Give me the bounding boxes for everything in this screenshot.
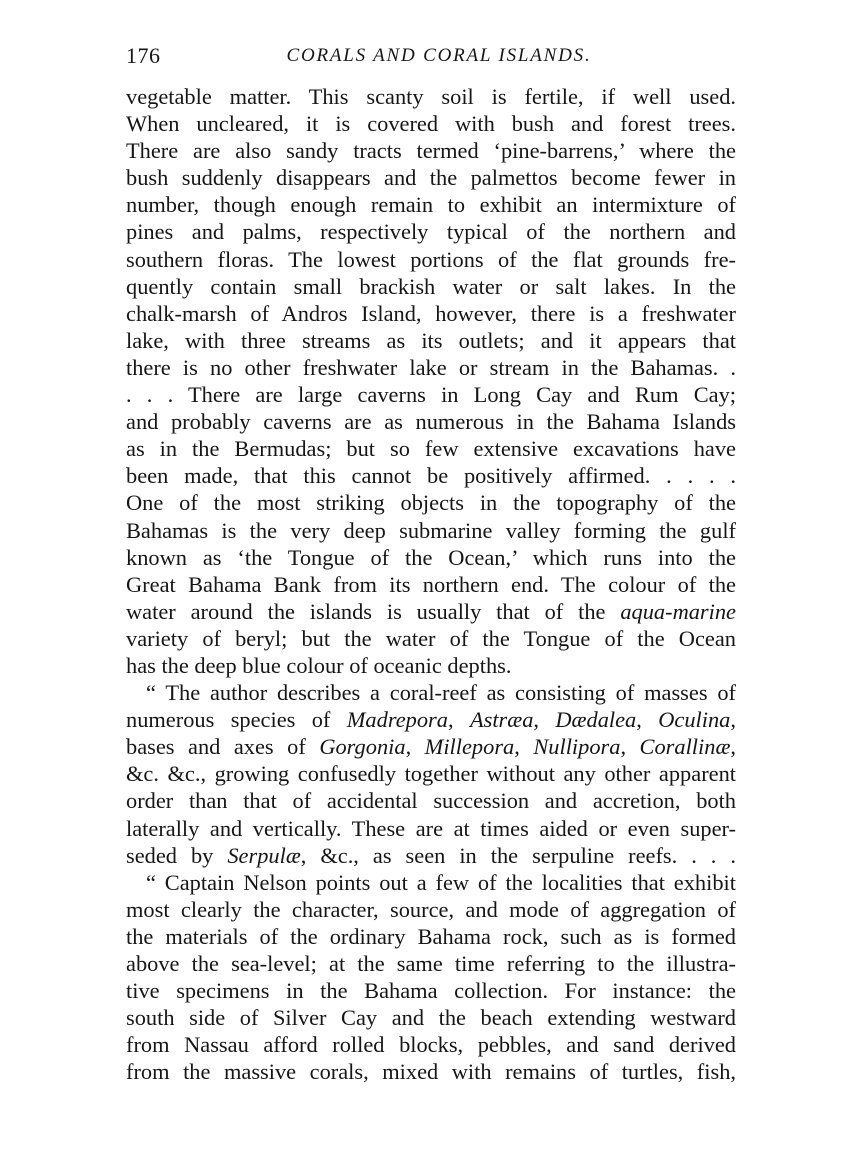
- text-line: numerous species of Madrepora, Astræa, Dædalea, Oculina,: [126, 707, 736, 733]
- text-line: chalk-marsh of Andros Island, however, there is a freshwater: [126, 300, 736, 326]
- text-line: most clearly the character, source, and mode of aggregation of: [126, 896, 736, 922]
- text-line: south side of Silver Cay and the beach extending westward: [126, 1005, 736, 1031]
- text-line: “ The author describes a coral-reef as consisting of masses of: [146, 680, 736, 706]
- text-line: order than that of accidental succession and accretion, both: [126, 788, 736, 814]
- text-line: from the massive corals, mixed with remains of turtles, fish,: [126, 1059, 736, 1085]
- text-line: “ Captain Nelson points out a few of the localities that exhibit: [146, 869, 736, 895]
- text-line: above the sea-level; at the same time referring to the illustra-: [126, 951, 736, 976]
- text-line: lake, with three streams as its outlets; and it appears that: [126, 327, 736, 353]
- text-line: vegetable matter. This scanty soil is fertile, if well used.: [126, 84, 736, 109]
- page-number: 176: [126, 43, 161, 68]
- text-line: as in the Bermudas; but so few extensive excavations have: [126, 436, 736, 462]
- text-line: and probably caverns are as numerous in the Bahama Islands: [126, 409, 736, 435]
- text-line: One of the most striking objects in the topography of the: [126, 490, 736, 516]
- text-line: bases and axes of Gorgonia, Millepora, Nullipora, Corallinæ,: [126, 734, 736, 760]
- text-line: pines and palms, respectively typical of the northern and: [126, 219, 736, 245]
- text-line: seded by Serpulæ, &c., as seen in the serpuline reefs. . . .: [126, 842, 736, 868]
- text-line: laterally and vertically. These are at times aided or even super-: [126, 815, 736, 841]
- text-line: known as ‘the Tongue of the Ocean,’ which runs into the: [126, 544, 736, 570]
- running-head: CORALS AND CORAL ISLANDS.: [286, 45, 592, 66]
- text-line: has the deep blue colour of oceanic depths.: [126, 652, 512, 678]
- text-line: there is no other freshwater lake or stream in the Bahamas. .: [126, 354, 736, 380]
- text-line: the materials of the ordinary Bahama rock, such as is formed: [126, 923, 736, 949]
- text-line: water around the islands is usually that of the aqua-marine: [126, 598, 736, 624]
- text-line: . . . There are large caverns in Long Cay and Rum Cay;: [126, 382, 736, 408]
- text-line: bush suddenly disappears and the palmettos become fewer in: [126, 165, 736, 191]
- text-line: variety of beryl; but the water of the Tongue of the Ocean: [126, 625, 736, 651]
- text-line: southern floras. The lowest portions of the flat grounds fre-: [126, 246, 736, 272]
- text-line: Bahamas is the very deep submarine valley forming the gulf: [126, 517, 736, 543]
- text-line: been made, that this cannot be positively affirmed. . . . .: [126, 463, 736, 489]
- text-line: tive specimens in the Bahama collection. For instance: the: [126, 978, 736, 1004]
- text-line: When uncleared, it is covered with bush and forest trees.: [126, 111, 736, 137]
- text-line: There are also sandy tracts termed ‘pine-barrens,’ where the: [126, 138, 736, 164]
- text-line: quently contain small brackish water or salt lakes. In the: [126, 273, 736, 299]
- body-text: [126, 83, 736, 1085]
- text-line: &c. &c., growing confusedly together without any other apparent: [126, 761, 736, 787]
- text-line: number, though enough remain to exhibit an intermixture of: [126, 192, 736, 218]
- text-line: from Nassau afford rolled blocks, pebbles, and sand derived: [126, 1032, 736, 1058]
- page-header: [126, 40, 734, 72]
- text-line: Great Bahama Bank from its northern end. The colour of the: [126, 571, 736, 597]
